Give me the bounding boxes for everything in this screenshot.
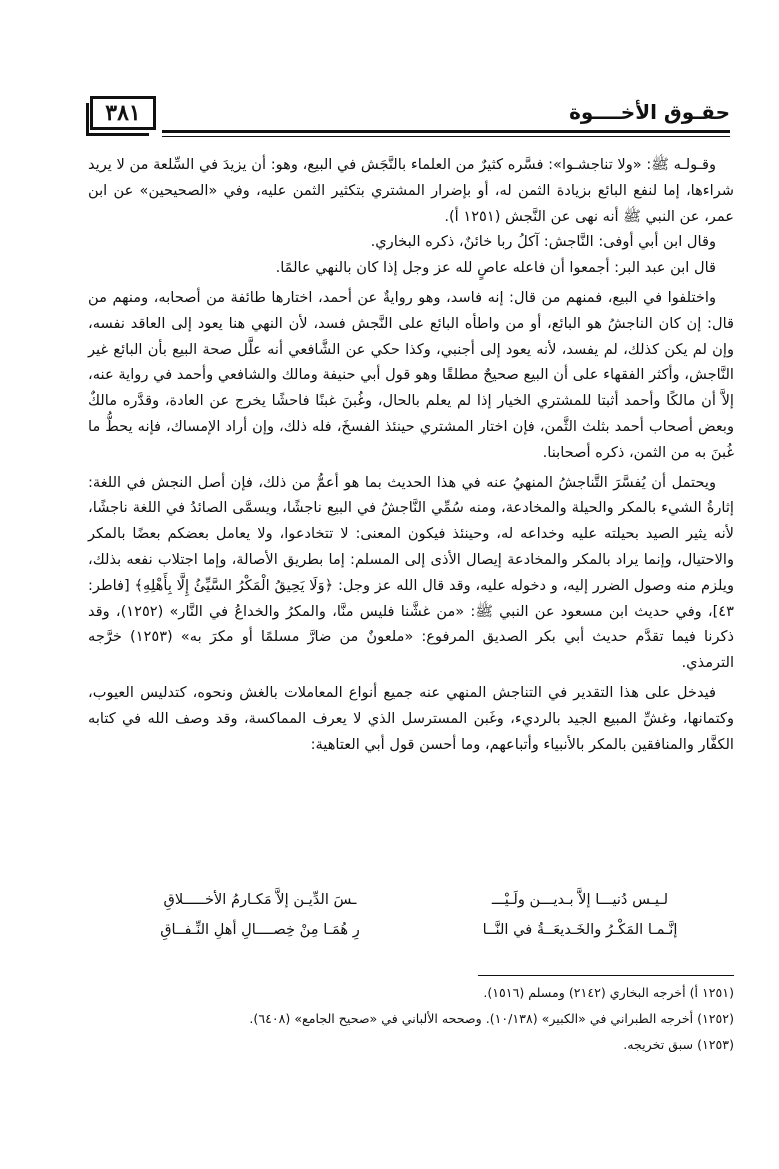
header-rule-thin <box>162 136 730 137</box>
paragraph-4: واختلفوا في البيع، فمنهم من قال: إنه فاسد، وهو روايةٌ عن أحمد، اختارها طائفة من أصحابه، ومنهم من قال: إن كان الناجشُ هو البائع، أو من واطأه البائع على النَّجش فسد، لأن النهي هنا يعود إلى العاقد نفسه، وإن لم يكن كذلك، لم يفسد، لأنه يعود إلى أجنبي، وكذا حكي عن الشَّافعي أنه علَّل صحة البيع بأن البائع غير النَّاجش، وأكثر الفقهاء على أن البيع صحيحٌ مطلقًا وهو قول أبي حنيفة ومالك والشافعي وأحمد في رواية عنه، إلاَّ أن مالكًا وأحمد أثبتا للمشتري الخيار إذا لم يعلم بالحال، وغُبنَ غبنًا فاحشًا يخرج عن العادة، وقدَّره مالكٌ وبعض أصحاب أحمد بثلث الثَّمن، فإن اختار المشتري حينئذ الفسخَ، فله ذلك، وإن أراد الإمساك، فإنه يحطُّ ما غُبنَ به من الثمن، ذكره أصحابنا. <box>88 288 734 461</box>
page-header <box>90 96 730 136</box>
running-title: حقـوق الأخــــوة <box>569 100 730 124</box>
poem-verse-2-first-half: إنَّـمـا المَكْـرُ والخَـديعَــةُ في النَّــا <box>482 920 678 938</box>
footnotes <box>88 980 734 1058</box>
footnote-1251: (١٢٥١ أ) أخرجه البخاري (٢١٤٢) ومسلم (١٥١٦). <box>483 985 734 1000</box>
paragraph-1: وقـولـه ﷺ: «ولا تناجشـوا»: فسَّره كثيرٌ من العلماء بالنَّجَش في البيع، وهو: أن يزيدَ في السِّلعة من لا يريد شراءها، إما لنفع البائع بزيادة الثمن له، أو بإضرار المشتري بتكثير الثمن عليه، وفي «الصحيحين» عن ابن عمر، عن النبي ﷺ أنه نهى عن النَّجش (١٢٥١ أ). <box>88 156 734 225</box>
footnote-divider <box>478 975 734 976</box>
paragraph-5: ويحتمل أن يُفسَّرَ التَّناجشُ المنهيُ عنه في هذا الحديث بما هو أعمُّ من ذلك، فإن أصل النجش في اللغة: إثارةُ الشيء بالمكر والحيلة والمخادعة، ومنه سُمِّي النَّاجشُ في البيع ناجشًا، ويسمَّى الصائدُ في اللغة ناجشًا، لأنه يثير الصيد بحيلته عليه وخداعه له، وحينئذ فيكون المعنى: لا تتخادعوا، ولا يعامل بعضكم بعضًا بالمكر والاحتيال، وإنما يراد بالمكر والمخادعة إيصال الأذى إلى المسلم: إما بطريق الأصالة، وإما اجتلاب نفعه بذلك، ويلزم منه وصول الضرر إليه، و دخوله عليه، وقد قال الله عز وجل: ﴿وَلَا يَحِيقُ الْمَكْرُ السَّيِّئُ إِلَّا بِأَهْلِهِ﴾ [فاطر: ٤٣]، وفي حديث ابن مسعود عن النبي ﷺ: «من غشَّنا فليس منَّا، والمكرُ والخداعُ في النَّار» (١٢٥٢)، وقد ذكرنا فيما تقدَّم حديث أبي بكر الصديق المرفوع: «ملعونٌ من ضارَّ مسلمًا أو مكرَ به» (١٢٥٣) خرَّجه الترمذي. <box>88 473 734 672</box>
poem-verse-1 <box>120 884 720 914</box>
footnote-1253: (١٢٥٣) سبق تخريجه. <box>623 1037 734 1052</box>
poem-verse-1-second-half: ـسَ الدِّيـن إلاَّ مَكـارمُ الأخـــــلاقِ <box>163 890 357 908</box>
header-rule-thick <box>162 130 730 133</box>
page-number: ٣٨١ <box>90 96 156 130</box>
paragraph-6: فيدخل على هذا التقدير في التناجش المنهي عنه جميع أنواع المعاملات بالغش ونحوه، كتدليس العيوب، وكتمانها، وغشِّ المبيع الجيد بالرديء، وغَبن المسترسل الذي لا يعرف المماكسة، وقد وصف الله في كتابه الكفَّار والمنافقين بالمكر بالأنبياء وأتباعهم، وما أحسن قول أبي العتاهية: <box>88 683 734 753</box>
footnote-1252: (١٢٥٢) أخرجه الطبراني في «الكبير» (١٠/١٣٨). وصححه الألباني في «صحيح الجامع» (٦٤٠٨). <box>249 1011 734 1026</box>
main-text <box>88 152 734 757</box>
poem-verse-1-first-half: لـيـس دُنيـــا إلاَّ بـديـــن ولَـيْـــ <box>491 890 669 908</box>
paragraph-2: وقال ابن أبي أوفى: النَّاجش: آكلُ ربا خائنٌ، ذكره البخاري. <box>370 233 716 251</box>
paragraph-3: قال ابن عبد البر: أجمعوا أن فاعله عاصٍ لله عز وجل إذا كان بالنهي عالمًا. <box>275 259 716 277</box>
poem-verse-2-second-half: رِ هُمَـا مِنْ خِصــــالِ أهلِ النِّـفــاقِ <box>160 920 360 938</box>
poem <box>120 884 720 944</box>
poem-verse-2 <box>120 914 720 944</box>
